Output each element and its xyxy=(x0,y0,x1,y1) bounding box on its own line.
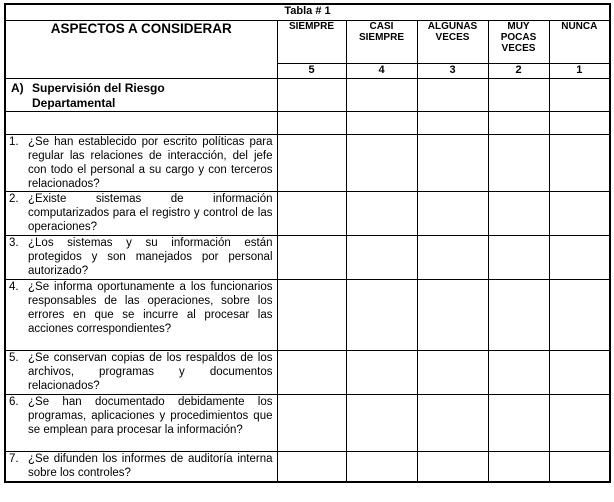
answer-cell xyxy=(549,395,610,452)
answer-cell xyxy=(417,135,488,192)
answer-cell xyxy=(549,79,610,112)
answer-cell xyxy=(488,112,549,135)
answer-cell xyxy=(488,236,549,280)
answer-cell xyxy=(549,452,610,482)
answer-cell xyxy=(488,79,549,112)
answer-cell xyxy=(277,112,346,135)
section-title-cell xyxy=(5,79,277,112)
answer-cell xyxy=(346,351,417,395)
column-header-siempre: SIEMPRE xyxy=(277,21,346,64)
answer-cell xyxy=(549,280,610,351)
answer-cell xyxy=(417,112,488,135)
question-number: 7. xyxy=(9,453,19,465)
question-number: 4. xyxy=(9,281,19,293)
question-number: 5. xyxy=(9,352,19,364)
question-number: 2. xyxy=(9,193,19,205)
question-cell xyxy=(5,135,277,192)
answer-cell xyxy=(417,395,488,452)
header-row xyxy=(5,21,610,64)
column-value-2: 2 xyxy=(488,64,549,79)
answer-cell xyxy=(346,236,417,280)
answer-cell xyxy=(549,236,610,280)
answer-cell xyxy=(277,280,346,351)
survey-table xyxy=(4,3,611,483)
answer-cell xyxy=(488,192,549,236)
question-text: ¿Se informa oportunamente a los funcionarios responsables de las operaciones, sobre los errores en que se incurre al procesar las acciones correspondientes? xyxy=(28,281,273,335)
answer-cell xyxy=(417,280,488,351)
answer-cell xyxy=(277,192,346,236)
question-cell xyxy=(5,236,277,280)
answer-cell xyxy=(277,452,346,482)
column-value-3: 3 xyxy=(417,64,488,79)
section-header-row xyxy=(5,79,610,112)
aspects-header: ASPECTOS A CONSIDERAR xyxy=(5,21,277,79)
answer-cell xyxy=(417,452,488,482)
answer-cell xyxy=(488,452,549,482)
question-text: ¿Se difunden los informes de auditoría interna sobre los controles? xyxy=(28,453,273,479)
answer-cell xyxy=(277,236,346,280)
answer-cell xyxy=(277,395,346,452)
question-cell xyxy=(5,395,277,452)
answer-cell xyxy=(417,351,488,395)
question-cell xyxy=(5,351,277,395)
question-number: 1. xyxy=(9,136,19,148)
column-header-nunca: NUNCA xyxy=(549,21,610,64)
table-row xyxy=(5,280,610,351)
answer-cell xyxy=(277,79,346,112)
table-row xyxy=(5,351,610,395)
table-row xyxy=(5,135,610,192)
question-text: ¿Existe sistemas de información computarizados para el registro y control de las operaciones? xyxy=(28,193,273,233)
table-row xyxy=(5,452,610,482)
table-row xyxy=(5,192,610,236)
answer-cell xyxy=(346,452,417,482)
question-text: ¿Se conservan copias de los respaldos de los archivos, programas y documentos relacionados? xyxy=(28,352,273,392)
question-text: ¿Se han establecido por escrito políticas para regular las relaciones de interacción, del jefe con todo el personal a su cargo y con terceros relacionados? xyxy=(28,136,273,190)
answer-cell xyxy=(346,192,417,236)
answer-cell xyxy=(346,280,417,351)
question-number: 3. xyxy=(9,237,19,249)
answer-cell xyxy=(346,112,417,135)
answer-cell xyxy=(346,135,417,192)
blank-row xyxy=(5,112,610,135)
answer-cell xyxy=(277,135,346,192)
section-letter: A) xyxy=(11,81,24,95)
section-title: Supervisión del Riesgo Departamental xyxy=(32,81,165,110)
answer-cell xyxy=(549,192,610,236)
answer-cell xyxy=(549,351,610,395)
column-value-1: 1 xyxy=(549,64,610,79)
answer-cell xyxy=(417,79,488,112)
answer-cell xyxy=(417,192,488,236)
answer-cell xyxy=(346,79,417,112)
column-value-5: 5 xyxy=(277,64,346,79)
question-cell xyxy=(5,280,277,351)
table-row xyxy=(5,395,610,452)
column-value-4: 4 xyxy=(346,64,417,79)
table-title-row xyxy=(5,4,610,21)
blank-cell xyxy=(5,112,277,135)
table-row xyxy=(5,236,610,280)
answer-cell xyxy=(488,280,549,351)
answer-cell xyxy=(549,135,610,192)
column-header-muy-pocas-veces: MUY POCAS VECES xyxy=(488,21,549,64)
column-header-algunas-veces: ALGUNAS VECES xyxy=(417,21,488,64)
table-title: Tabla # 1 xyxy=(5,4,610,21)
answer-cell xyxy=(417,236,488,280)
question-text: ¿Se han documentado debidamente los programas, aplicaciones y procedimientos que se emplean para procesar la información? xyxy=(28,396,273,436)
column-header-casi-siempre: CASI SIEMPRE xyxy=(346,21,417,64)
answer-cell xyxy=(549,112,610,135)
question-number: 6. xyxy=(9,396,19,408)
question-cell xyxy=(5,192,277,236)
question-text: ¿Los sistemas y su información están protegidos y son manejados por personal autorizado? xyxy=(28,237,273,277)
answer-cell xyxy=(488,395,549,452)
answer-cell xyxy=(346,395,417,452)
answer-cell xyxy=(277,351,346,395)
answer-cell xyxy=(488,135,549,192)
question-cell xyxy=(5,452,277,482)
answer-cell xyxy=(488,351,549,395)
